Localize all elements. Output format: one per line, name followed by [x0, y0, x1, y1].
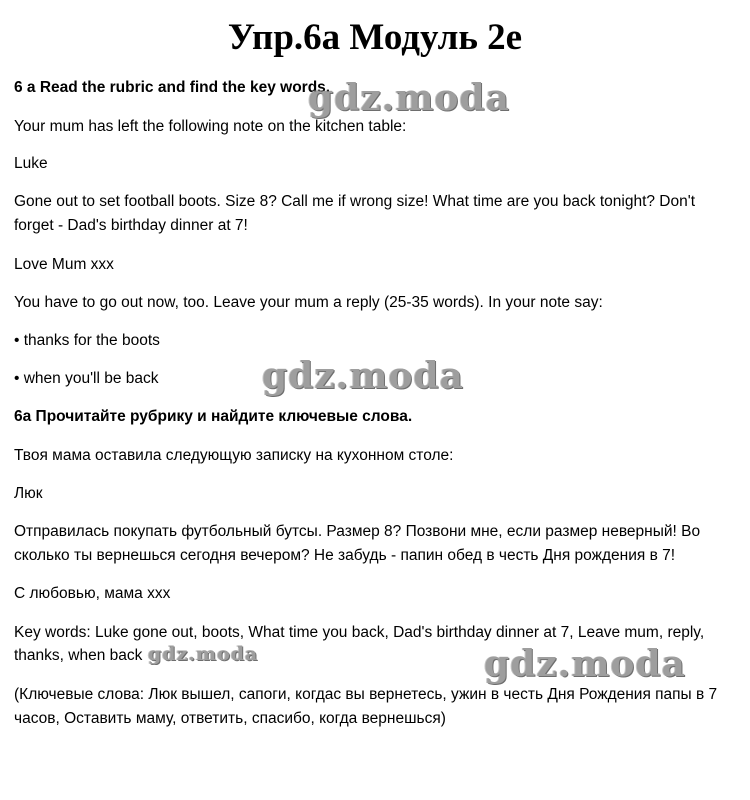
english-intro: Your mum has left the following note on the kitchen table:: [14, 118, 407, 135]
bullet-item: • when you'll be back: [14, 370, 159, 387]
watermark-logo: gdz.moda: [308, 77, 510, 119]
russian-note-line-1: Отправилась покупать футбольный бутсы. Размер 8? Позвони мне, если размер неверный! Во: [14, 523, 701, 540]
russian-note-line-2: сколько ты вернешься сегодня вечером? Не забудь - папин обед в честь Дня рождения в 7!: [14, 547, 676, 564]
russian-intro: Твоя мама оставила следующую записку на кухонном столе:: [14, 447, 454, 464]
note-recipient: Luke: [14, 155, 48, 172]
key-words-line-2: thanks, when back: [14, 647, 143, 664]
key-words-line-1: Key words: Luke gone out, boots, What time you back, Dad's birthday dinner at 7, Leave mum, reply,: [14, 624, 705, 641]
watermark-logo: gdz.moda: [484, 643, 686, 685]
task-instruction: You have to go out now, too. Leave your mum a reply (25-35 words). In your note say:: [14, 294, 603, 311]
key-words-ru-line-1: (Ключевые слова: Люк вышел, сапоги, когдас вы вернетесь, ужин в честь Дня Рождения папы в 7: [14, 686, 718, 703]
note-signature: Love Mum xxx: [14, 256, 114, 273]
russian-note-recipient: Люк: [14, 485, 43, 502]
page-title: Упр.6а Модуль 2е: [227, 17, 523, 58]
key-words-ru-line-2: часов, Оставить маму, ответить, спасибо, когда вернешься): [14, 710, 446, 727]
english-heading: 6 a Read the rubric and find the key words.: [14, 79, 331, 96]
note-body-line-2: forget - Dad's birthday dinner at 7!: [14, 217, 248, 234]
russian-note-signature: С любовью, мама xxx: [14, 585, 171, 602]
bullet-item: • thanks for the boots: [14, 332, 160, 349]
russian-heading: 6а Прочитайте рубрику и найдите ключевые слова.: [14, 408, 413, 425]
watermark-logo: gdz.moda: [148, 643, 259, 665]
watermark-logo: gdz.moda: [262, 355, 464, 397]
note-body-line-1: Gone out to set football boots. Size 8? Call me if wrong size! What time are you back tonight? Don't: [14, 193, 696, 210]
